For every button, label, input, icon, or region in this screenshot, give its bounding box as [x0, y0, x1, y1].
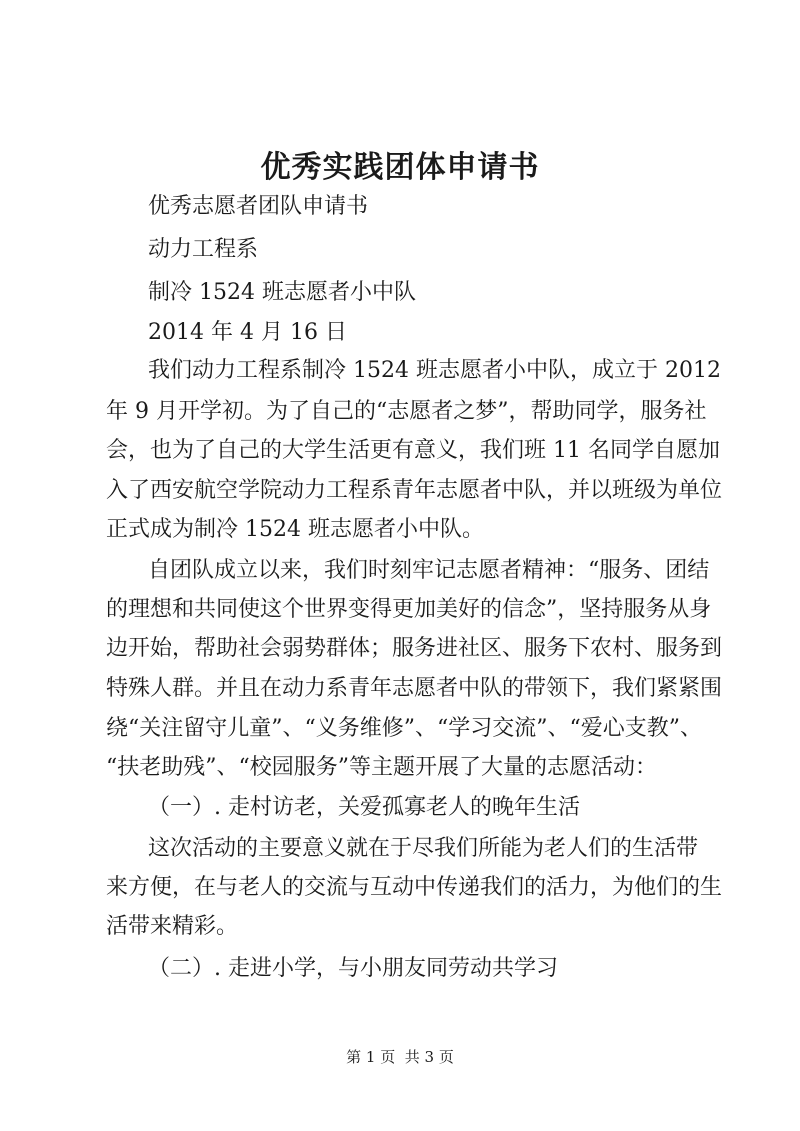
text-line: 动力工程系 [148, 237, 259, 262]
text-line: 制冷 1524 班志愿者小中队 [148, 280, 416, 305]
page-footer: 第 1 页 共 3 页 [346, 1048, 454, 1066]
text-line: 正式成为制冷 1524 班志愿者小中队。 [106, 517, 484, 542]
text-line: 的理想和共同使这个世界变得更加美好的信念”，坚持服务从身 [106, 597, 712, 622]
section-heading: （一）. 走村访老，关爱孤寡老人的晚年生活 [148, 795, 580, 820]
document-title: 优秀实践团体申请书 [260, 150, 540, 185]
text-line: “扶老助残”、“校园服务”等主题开展了大量的志愿活动： [106, 755, 657, 780]
text-line: 边开始，帮助社会弱势群体；服务进社区、服务下农村、服务到 [106, 636, 723, 661]
text-line: 绕“关注留守儿童”、“义务维修”、“学习交流”、“爱心支教”、 [106, 716, 702, 741]
text-line: 2014 年 4 月 16 日 [148, 320, 347, 345]
text-line: 这次活动的主要意义就在于尽我们所能为老人们的生活带 [148, 836, 699, 861]
text-line: 年 9 月开学初。为了自己的“志愿者之梦”，帮助同学，服务社 [106, 399, 707, 424]
text-line: 会，也为了自己的大学生活更有意义，我们班 11 名同学自愿加 [106, 438, 720, 463]
text-line: 来方便，在与老人的交流与互动中传递我们的活力，为他们的生 [106, 875, 723, 900]
text-line: 活带来精彩。 [106, 914, 239, 939]
text-line: 入了西安航空学院动力工程系青年志愿者中队，并以班级为单位 [106, 478, 723, 503]
text-line: 自团队成立以来，我们时刻牢记志愿者精神：“服务、团结 [148, 558, 710, 583]
text-line: 我们动力工程系制冷 1524 班志愿者小中队，成立于 2012 [148, 358, 721, 383]
text-line: 特殊人群。并且在动力系青年志愿者中队的带领下，我们紧紧围 [106, 676, 723, 701]
text-line: 优秀志愿者团队申请书 [148, 194, 369, 219]
section-heading: （二）. 走进小学，与小朋友同劳动共学习 [148, 956, 558, 981]
